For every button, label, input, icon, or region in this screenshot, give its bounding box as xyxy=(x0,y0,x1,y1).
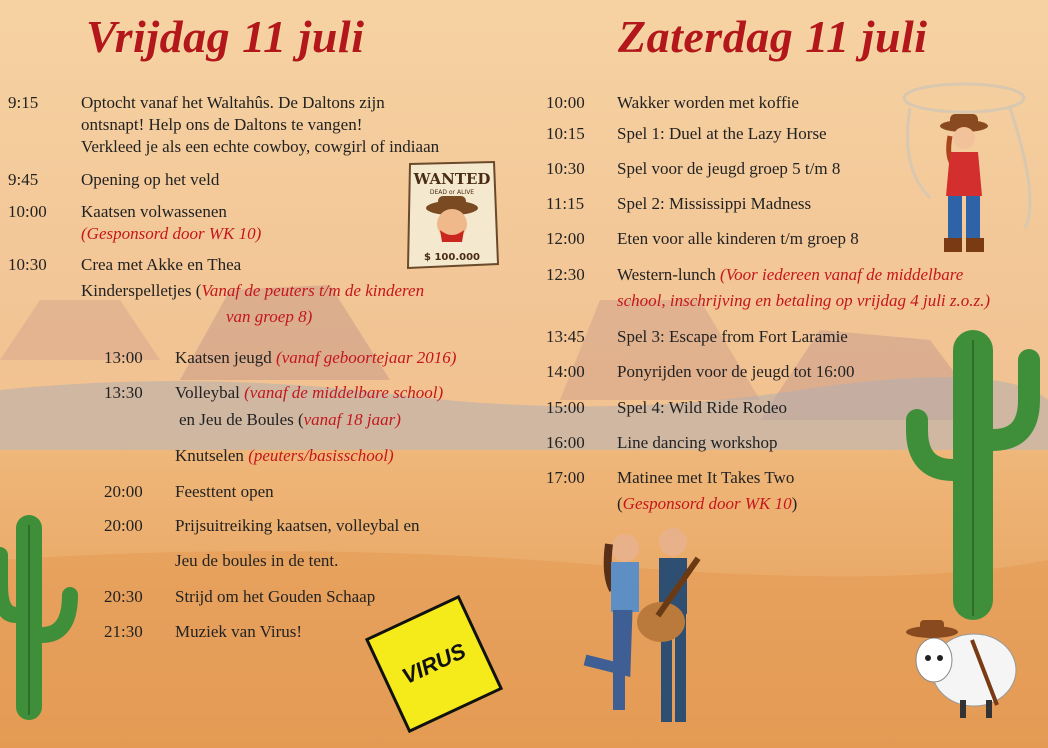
item-text-part: Volleybal xyxy=(175,383,240,402)
item-time: 20:30 xyxy=(104,587,143,606)
item-text: Spel 3: Escape from Fort Laramie xyxy=(617,327,848,346)
item-note: (Voor iedereen vanaf de middelbare xyxy=(719,265,964,284)
item-text xyxy=(175,445,394,467)
item-text: Ponyrijden voor de jeugd tot 16:00 xyxy=(617,362,855,381)
item-time: 10:30 xyxy=(8,255,47,274)
item-text: Jeu de boules in de tent. xyxy=(175,551,339,570)
item-time: 14:00 xyxy=(546,362,585,381)
item-text xyxy=(617,493,797,515)
cowgirl-illustration xyxy=(900,78,1040,258)
item-text xyxy=(179,409,401,431)
item-note: school, inschrijving en betaling op vrijdag 4 juli z.o.z.) xyxy=(617,291,991,310)
cactus-right xyxy=(905,320,1048,620)
item-text: Verkleed je als een echte cowboy, cowgirl of indiaan xyxy=(81,137,440,156)
item-time: 10:15 xyxy=(546,124,585,143)
item-time: 13:30 xyxy=(104,383,143,402)
item-time: 9:15 xyxy=(8,93,39,112)
item-text-part: Western-lunch xyxy=(617,265,716,284)
item-note: van groep 8) xyxy=(226,307,313,326)
item-text xyxy=(175,382,443,404)
item-note: Gesponsord door WK 10 xyxy=(622,494,792,513)
item-text-part: ) xyxy=(791,494,798,513)
item-text: Feesttent open xyxy=(175,482,274,501)
item-time: 10:00 xyxy=(8,202,47,221)
wanted-poster xyxy=(404,160,500,270)
item-note: (vanaf geboortejaar 2016) xyxy=(276,348,457,367)
item-note: (Gesponsord door WK 10) xyxy=(81,224,262,243)
item-note: Vanaf de peuters t/m de kinderen xyxy=(201,281,425,300)
item-text xyxy=(617,264,963,286)
item-time: 9:45 xyxy=(8,170,39,189)
item-time: 20:00 xyxy=(104,516,143,535)
performers-illustration xyxy=(565,520,740,730)
item-time: 21:30 xyxy=(104,622,143,641)
virus-sign-text: VIRUS xyxy=(398,638,470,690)
item-text: Muziek van Virus! xyxy=(175,622,303,641)
item-text: Wakker worden met koffie xyxy=(617,93,799,112)
item-time: 13:45 xyxy=(546,327,585,346)
item-time: 10:00 xyxy=(546,93,585,112)
item-text: Strijd om het Gouden Schaap xyxy=(175,587,376,606)
item-note: (peuters/basisschool) xyxy=(248,446,394,465)
wanted-reward: $ 100.000 xyxy=(424,252,480,263)
item-time: 20:00 xyxy=(104,482,143,501)
wanted-sub: DEAD or ALIVE xyxy=(429,189,475,196)
item-time: 15:00 xyxy=(546,398,585,417)
item-text: Spel voor de jeugd groep 5 t/m 8 xyxy=(617,159,841,178)
item-text: Eten voor alle kinderen t/m groep 8 xyxy=(617,229,859,248)
saturday-title: Zaterdag 11 juli xyxy=(618,11,928,62)
friday-title: Vrijdag 11 juli xyxy=(86,11,365,62)
item-text: Optocht vanaf het Waltahûs. De Daltons zijn xyxy=(81,93,385,112)
item-note: vanaf 18 jaar) xyxy=(303,410,401,429)
item-note: (vanaf de middelbare school) xyxy=(244,383,444,402)
item-text: Prijsuitreiking kaatsen, volleybal en xyxy=(175,516,420,535)
item-text: Spel 1: Duel at the Lazy Horse xyxy=(617,124,827,143)
item-time: 16:00 xyxy=(546,433,585,452)
sheep-illustration xyxy=(902,610,1022,725)
item-text: Spel 4: Wild Ride Rodeo xyxy=(617,398,787,417)
item-text: Kaatsen volwassenen xyxy=(81,202,227,221)
item-time: 12:00 xyxy=(546,229,585,248)
item-text-part: en Jeu de Boules ( xyxy=(179,410,304,429)
item-time: 13:00 xyxy=(104,348,143,367)
item-text: Spel 2: Mississippi Madness xyxy=(617,194,812,213)
item-text-part: Kinderspelletjes ( xyxy=(81,281,202,300)
item-text-part: Kaatsen jeugd xyxy=(175,348,272,367)
cactus-left xyxy=(0,505,90,720)
item-text: Line dancing workshop xyxy=(617,433,778,452)
item-text: Opening op het veld xyxy=(81,170,220,189)
item-text: ontsnapt! Help ons de Daltons te vangen! xyxy=(81,115,363,134)
item-text xyxy=(81,280,424,302)
item-time: 10:30 xyxy=(546,159,585,178)
item-text-part: Knutselen xyxy=(175,446,244,465)
item-time: 17:00 xyxy=(546,468,585,487)
item-text-part: ( xyxy=(617,494,623,513)
item-text: Crea met Akke en Thea xyxy=(81,255,242,274)
item-text: Matinee met It Takes Two xyxy=(617,468,795,487)
item-time: 11:15 xyxy=(546,194,585,213)
item-text xyxy=(175,347,456,369)
item-time: 12:30 xyxy=(546,265,585,284)
wanted-heading: WANTED xyxy=(413,170,491,188)
